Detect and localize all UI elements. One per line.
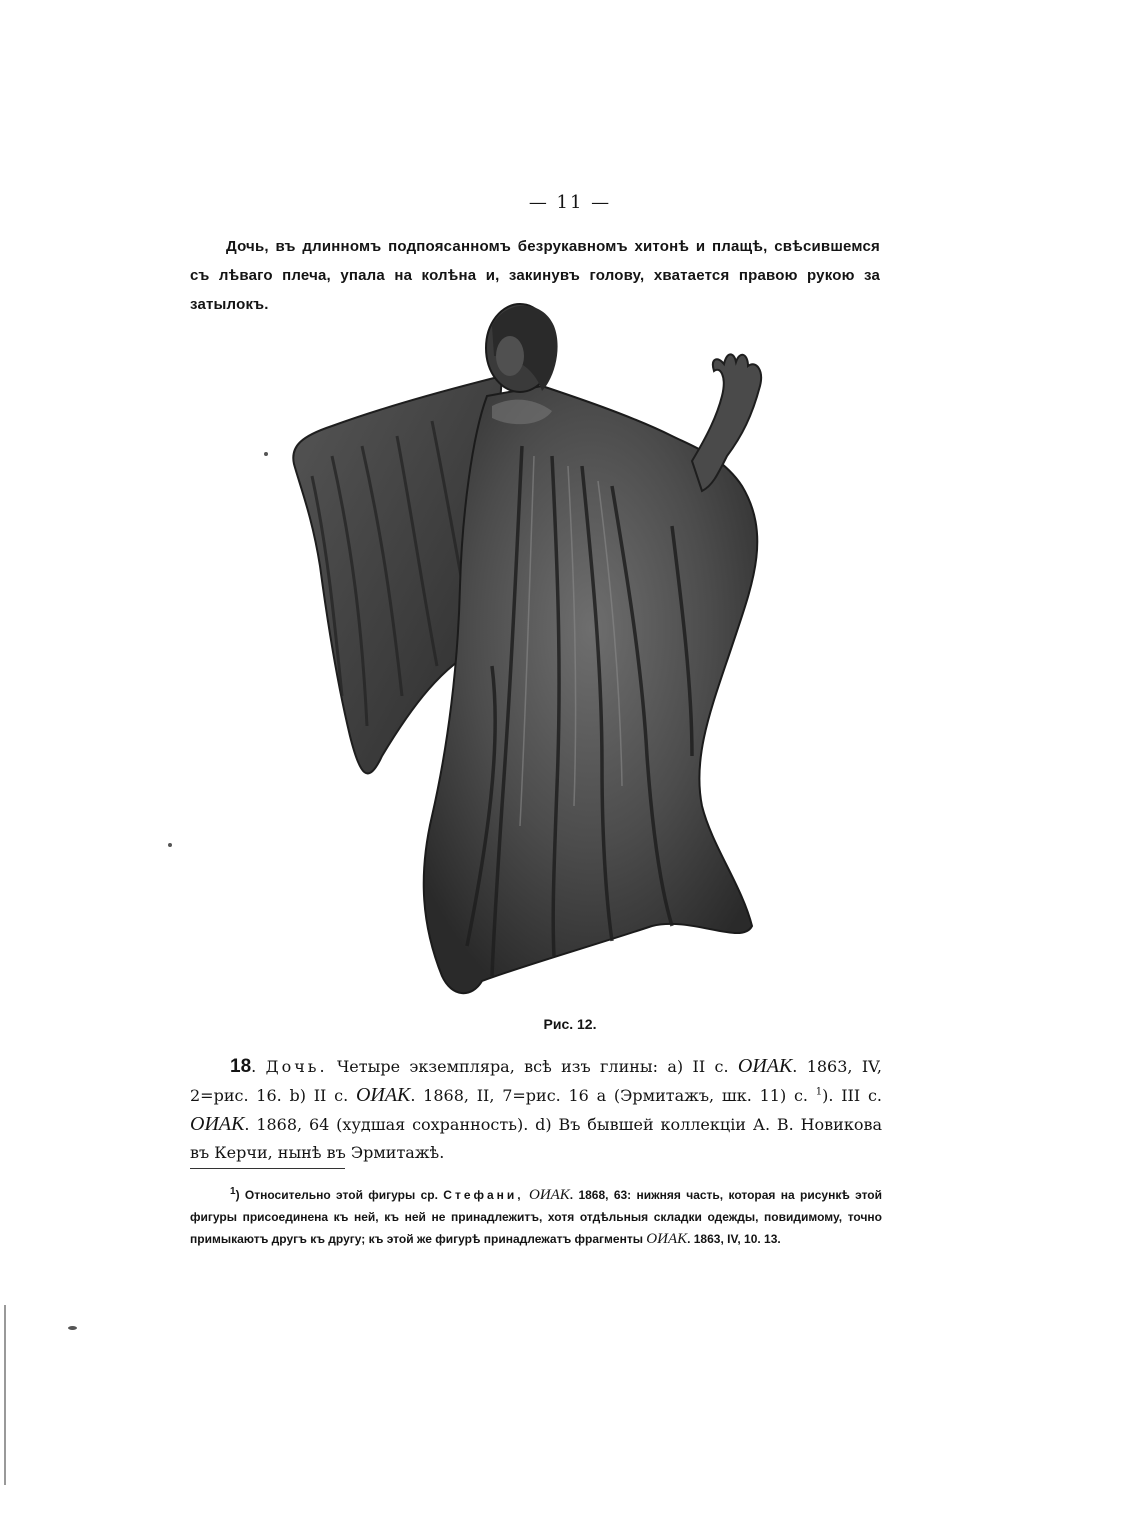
page-number: — 11 — [528, 192, 612, 213]
scan-speck [4, 1305, 6, 1485]
entry-text-3: . 1868, II, 7=рис. 16 a (Эрмитажъ, шк. 11) c. [410, 1086, 808, 1105]
entry-text-1: Четыре экземпляра, всѣ изъ глины: a) II с. [327, 1057, 738, 1076]
footnote-divider [190, 1168, 345, 1169]
footnote-marker: 1 [230, 1186, 236, 1197]
footnote-abbr-2: ОИАК [646, 1231, 688, 1247]
entry-head: Дочь. [265, 1057, 328, 1076]
catalog-entry: 18. Дочь. Четыре экземпляра, всѣ изъ глины: a) II с. ОИАК. 1863, IV, 2=рис. 16. b) II с. ОИАК. 1868, II, 7=рис. 16 a (Эрмитажъ, шк. 11) c. $^1$). III с. ОИАК. 1868, 64 (худшая сохранность). d) Въ бывшей коллекціи А. В. Новикова въ Керчи, нынѣ въ Эрмитажѣ. [190, 1055, 883, 1162]
footnote-abbr-1: ОИАК [528, 1187, 570, 1203]
entry-text-5: . 1868, 64 (худшая сохранность). d) Въ бывшей коллекціи А. В. Новикова въ Керчи, нынѣ въ Эрмитажѣ. [190, 1115, 882, 1162]
entry-text-4: ). III с. [822, 1086, 882, 1105]
scan-speck [264, 452, 268, 456]
entry-abbr-2: ОИАК [355, 1084, 411, 1106]
footnote [190, 1184, 882, 1250]
footnote-text-3: . 1863, IV, 10. 13. [687, 1232, 781, 1246]
entry-abbr-1: ОИАК [737, 1055, 793, 1077]
footnote-author: Стефани, [443, 1188, 524, 1202]
entry-text-2: . 1863, IV, 2=рис. 16. b) II с. [190, 1057, 883, 1105]
relief-figure-illustration [272, 286, 792, 1008]
entry-number: 18 [230, 1056, 252, 1077]
footnote-text-2: . 1868, 63: нижняя часть, которая на рисункѣ этой фигуры присоединена къ ней, къ ней не принадлежитъ, хотя отдѣльныя складки одежды, повидимому, точно примыкаютъ другъ къ другу; къ этой же фигурѣ принадлежатъ фрагменты [190, 1188, 882, 1246]
figure-caption: Рис. 12. [543, 1016, 597, 1032]
intro-paragraph: Дочь, въ длинномъ подпоясанномъ безрукавномъ хитонѣ и плащѣ, свѣсившемся съ лѣваго плеча, упала на колѣна и, закинувъ голову, хватается правою рукою за затылокъ. [190, 238, 880, 313]
footnote-text-1: ) Относительно этой фигуры ср. [235, 1188, 444, 1202]
scan-speck [68, 1326, 77, 1330]
entry-abbr-3: ОИАК [190, 1113, 245, 1135]
relief-figure-image [272, 286, 792, 1008]
scan-speck [168, 843, 172, 847]
entry-footnote-ref: 1 [815, 1086, 823, 1098]
